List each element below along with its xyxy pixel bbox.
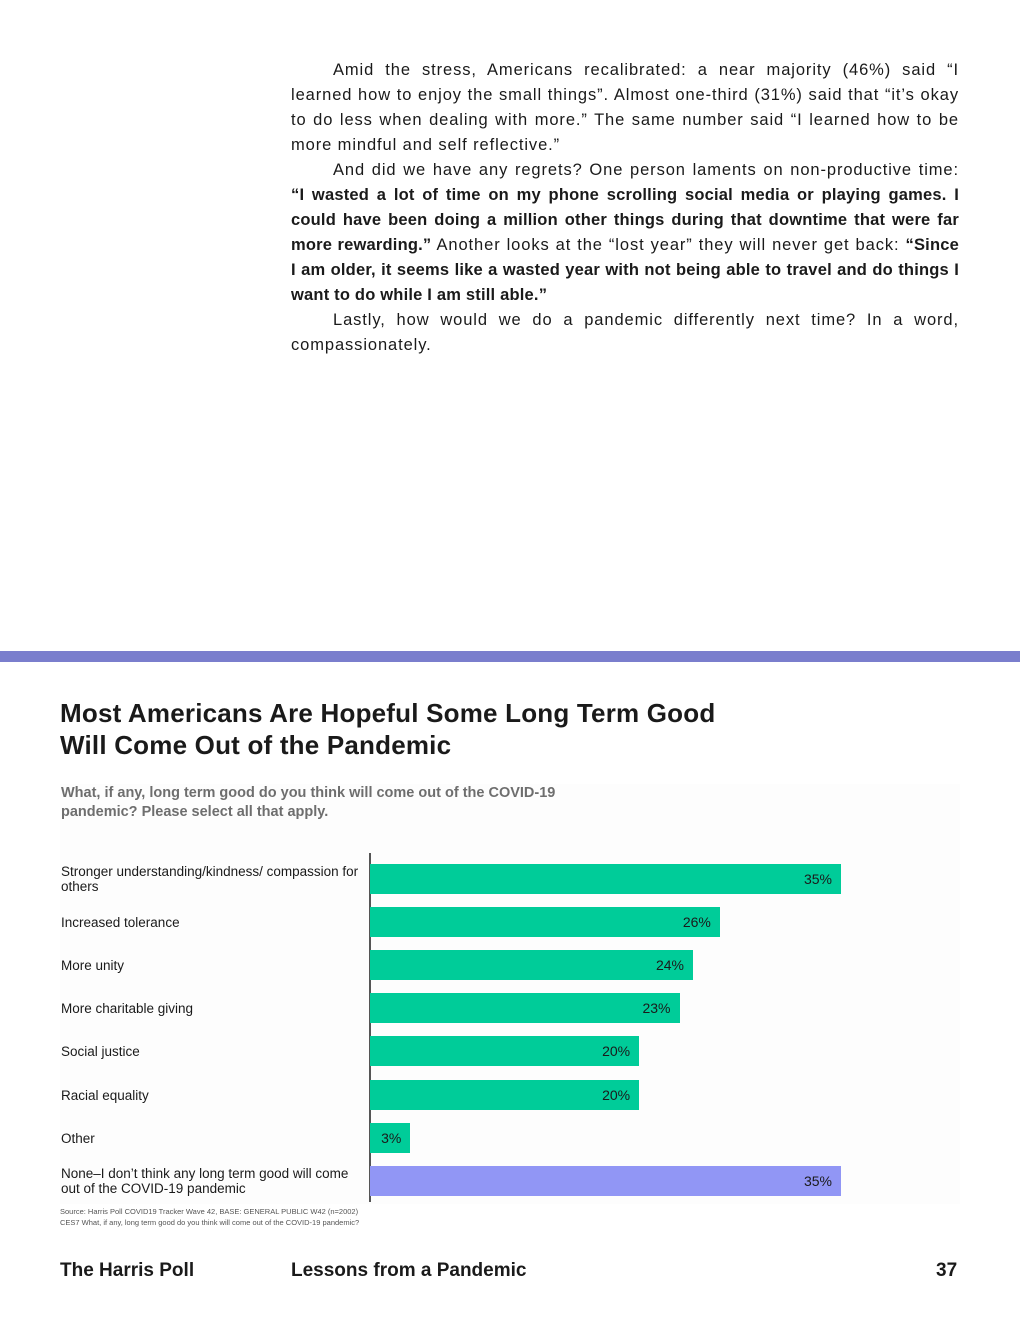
category-label: More unity bbox=[61, 958, 125, 974]
bar bbox=[370, 1036, 639, 1066]
footer-report-title: Lessons from a Pandemic bbox=[291, 1260, 527, 1281]
source-line-1: Source: Harris Poll COVID19 Tracker Wave 42, BASE: GENERAL PUBLIC W42 (n=2002) bbox=[60, 1207, 359, 1216]
paragraph-2-middle: Another looks at the “lost year” they will never get back: bbox=[431, 236, 906, 254]
category-label: Social justice bbox=[61, 1044, 140, 1060]
chart-subtitle: What, if any, long term good do you think will come out of the COVID-19 pandemic? Please select all that apply. bbox=[61, 785, 556, 820]
quote-2: “Since I am older, it seems like a wasted year with not being able to travel and do things I want to do while I am still able.” bbox=[291, 236, 959, 304]
category-label: Increased tolerance bbox=[61, 915, 180, 931]
bar bbox=[370, 907, 720, 937]
bar-value-label: 23% bbox=[642, 1000, 671, 1017]
bar bbox=[370, 864, 841, 894]
bar-value-label: 35% bbox=[803, 871, 832, 887]
footer-brand: The Harris Poll bbox=[60, 1260, 195, 1281]
category-label: Racial equality bbox=[61, 1087, 149, 1103]
bar bbox=[370, 1123, 410, 1153]
bar bbox=[370, 1080, 639, 1110]
chart-source bbox=[60, 1206, 660, 1228]
paragraph-2-intro: And did we have any regrets? One person laments on non-productive time: bbox=[333, 161, 959, 179]
bar-value-label: 3% bbox=[381, 1129, 402, 1146]
bar-value-label: 26% bbox=[682, 914, 711, 931]
bar-value-label: 20% bbox=[602, 1043, 631, 1060]
bar bbox=[370, 1166, 841, 1196]
category-label: None–I don’t think any long term good will come out of the COVID-19 pandemic bbox=[61, 1165, 349, 1196]
section-divider bbox=[0, 651, 1020, 662]
chart-title: Most Americans Are Hopeful Some Long Term Good Will Come Out of the Pandemic bbox=[60, 698, 716, 760]
bar-value-label: 35% bbox=[803, 1172, 832, 1189]
bar-value-label: 20% bbox=[602, 1086, 631, 1103]
bar bbox=[370, 950, 693, 980]
category-label: Other bbox=[61, 1130, 95, 1146]
body-text bbox=[291, 58, 959, 358]
paragraph-2 bbox=[291, 158, 959, 308]
quote-1: “I wasted a lot of time on my phone scrolling social media or playing games. I could have been doing a million other things during that downtime that were far more rewarding.” bbox=[291, 186, 959, 254]
bar-value-label: 24% bbox=[655, 957, 684, 974]
paragraph-3: Lastly, how would we do a pandemic differently next time? In a word, compassionately. bbox=[291, 311, 959, 354]
category-label: Stronger understanding/kindness/ compassion for others bbox=[61, 864, 359, 894]
category-label: More charitable giving bbox=[61, 1001, 194, 1017]
source-line-2: CES7 What, if any, long term good do you think will come out of the COVID-19 pandemic? bbox=[60, 1218, 360, 1227]
paragraph-1: Amid the stress, Americans recalibrated: a near majority (46%) said “I learned how to enjoy the small things”. Almost one-third (31%) said that “it’s okay to do less when dealing with more.” The same number said “I learned how to be more mindful and self reflective.” bbox=[291, 61, 959, 154]
bar bbox=[370, 993, 680, 1023]
page-number: 37 bbox=[936, 1260, 958, 1281]
